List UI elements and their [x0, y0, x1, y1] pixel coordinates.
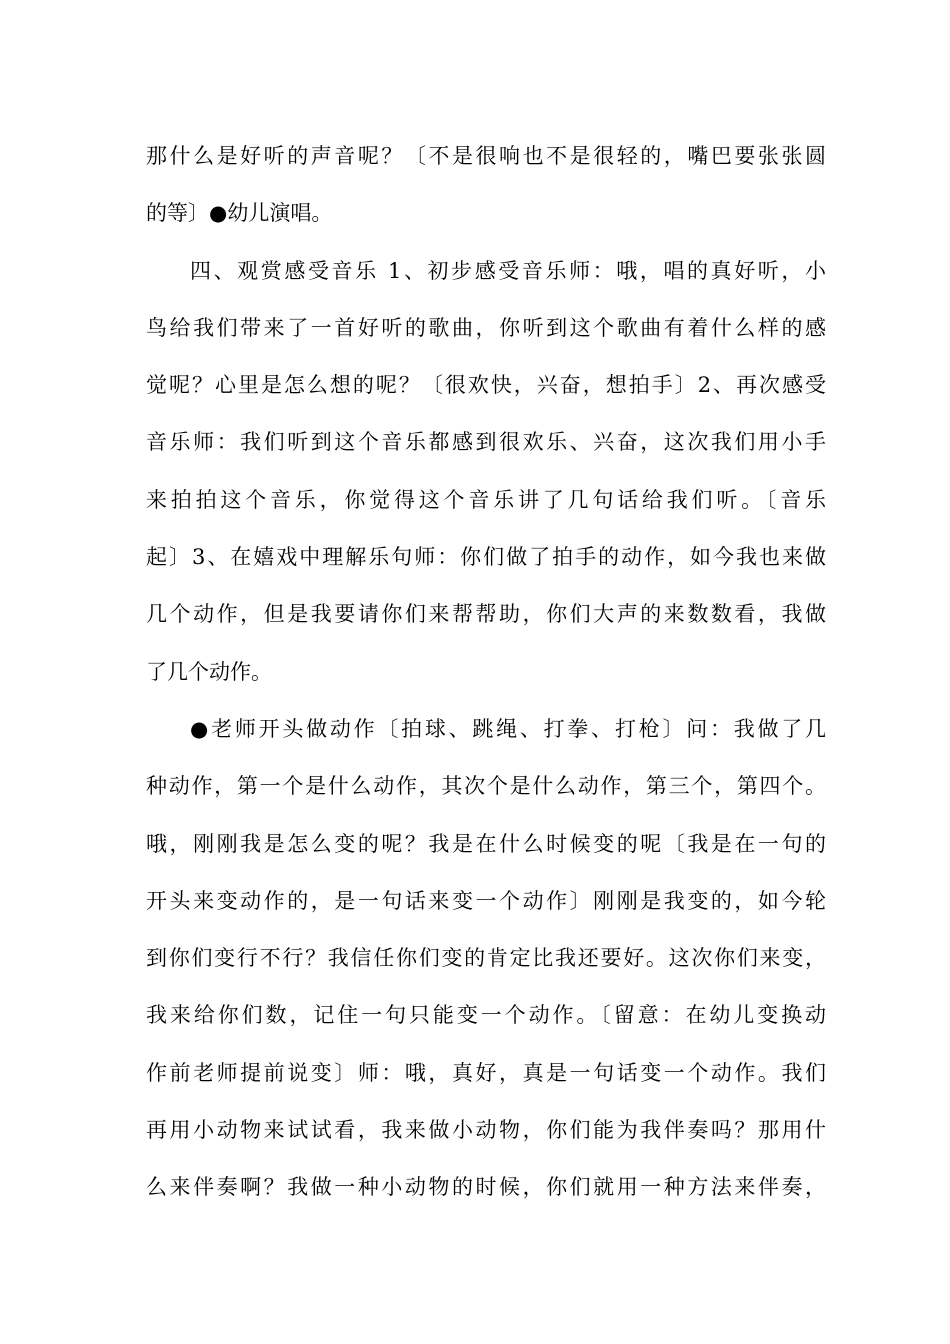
- text-line: 了几个动作。: [146, 659, 272, 684]
- text-line: 种动作，第一个是什么动作，其次个是什么动作，第三个，第四个。: [146, 774, 826, 799]
- text-line: 作前老师提前说变〕师：哦，真好，真是一句话变一个动作。我们: [146, 1060, 826, 1085]
- text-line: 四、观赏感受音乐 1、初步感受音乐师：哦，唱的真好听，小: [190, 258, 826, 283]
- text-line: 到你们变行不行？我信任你们变的肯定比我还要好。这次你们来变，: [146, 946, 826, 971]
- text-line: 再用小动物来试试看，我来做小动物，你们能为我伴奏吗？那用什: [146, 1118, 826, 1143]
- body-text: [146, 128, 826, 1217]
- text-line: 觉呢？心里是怎么想的呢？〔很欢快，兴奋，想拍手〕2、再次感受: [146, 373, 826, 398]
- text-line: 的等〕●幼儿演唱。: [146, 201, 333, 226]
- text-line: 几个动作，但是我要请你们来帮帮助，你们大声的来数数看，我做: [146, 602, 826, 627]
- text-line: 么来伴奏啊？我做一种小动物的时候，你们就用一种方法来伴奏，: [146, 1175, 826, 1200]
- text-line: ●老师开头做动作〔拍球、跳绳、打拳、打枪〕问：我做了几: [190, 716, 826, 741]
- text-line: 起〕3、在嬉戏中理解乐句师：你们做了拍手的动作，如今我也来做: [146, 545, 826, 570]
- text-line: 来拍拍这个音乐，你觉得这个音乐讲了几句话给我们听。〔音乐: [146, 487, 826, 512]
- text-line: 我来给你们数，记住一句只能变一个动作。〔留意：在幼儿变换动: [146, 1003, 826, 1028]
- text-line: 哦，刚刚我是怎么变的呢？我是在什么时候变的呢〔我是在一句的: [146, 831, 826, 856]
- text-line: 那什么是好听的声音呢？〔不是很响也不是很轻的，嘴巴要张张圆: [146, 144, 826, 168]
- text-line: 鸟给我们带来了一首好听的歌曲，你听到这个歌曲有着什么样的感: [146, 315, 826, 340]
- text-line: 开头来变动作的，是一句话来变一个动作〕刚刚是我变的，如今轮: [146, 888, 826, 913]
- text-line: 音乐师：我们听到这个音乐都感到很欢乐、兴奋，这次我们用小手: [146, 430, 826, 455]
